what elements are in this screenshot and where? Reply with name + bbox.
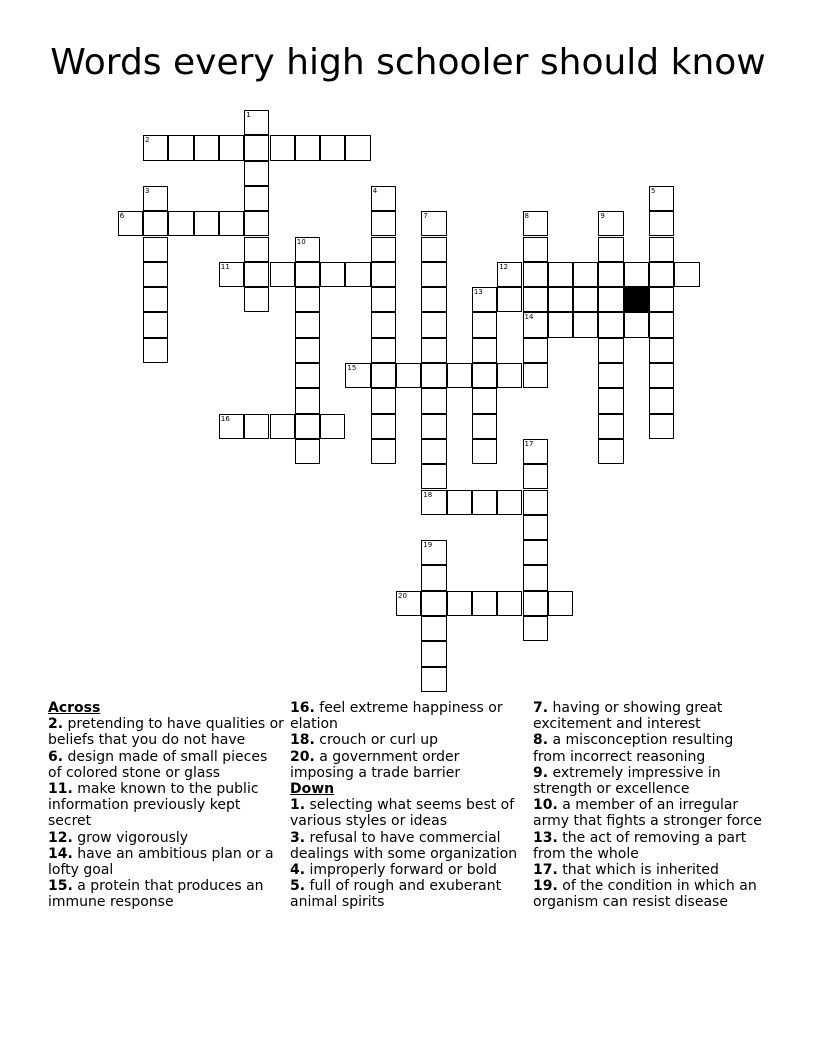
grid-cell[interactable] (118, 211, 143, 236)
grid-cell[interactable] (295, 439, 320, 464)
clue-num: 13. (533, 829, 558, 846)
grid-cell[interactable] (421, 388, 446, 413)
grid-cell[interactable] (472, 363, 497, 388)
grid-cell[interactable] (143, 287, 168, 312)
grid-cell[interactable] (649, 237, 674, 262)
grid-cell[interactable] (624, 312, 649, 337)
grid-cell[interactable] (295, 312, 320, 337)
down-clue (533, 830, 769, 862)
grid-cell[interactable] (295, 262, 320, 287)
grid-cell[interactable] (523, 287, 548, 312)
grid-cell[interactable] (143, 237, 168, 262)
grid-cell[interactable] (219, 211, 244, 236)
grid-cell[interactable] (320, 135, 345, 160)
grid-cell[interactable] (371, 186, 396, 211)
grid-cell[interactable] (497, 287, 522, 312)
grid-cell[interactable] (523, 211, 548, 236)
grid-cell[interactable] (421, 616, 446, 641)
grid-cell[interactable] (598, 363, 623, 388)
grid-cell[interactable] (649, 211, 674, 236)
grid-cell[interactable] (598, 237, 623, 262)
grid-cell[interactable] (371, 262, 396, 287)
grid-cell[interactable] (598, 338, 623, 363)
grid-cell[interactable] (421, 414, 446, 439)
grid-cell[interactable] (295, 363, 320, 388)
clue-num: 11. (48, 781, 73, 798)
grid-cell[interactable] (421, 565, 446, 590)
down-clue (290, 878, 526, 910)
grid-cell[interactable] (244, 414, 269, 439)
clue-num: 8. (533, 732, 549, 749)
grid-cell[interactable] (573, 312, 598, 337)
clue-number: 3 (145, 186, 150, 195)
grid-cell[interactable] (523, 363, 548, 388)
grid-cell[interactable] (194, 135, 219, 160)
clue-num: 7. (533, 700, 549, 716)
grid-cell[interactable] (143, 262, 168, 287)
grid-cell[interactable] (649, 186, 674, 211)
grid-cell[interactable] (649, 414, 674, 439)
grid-cell[interactable] (421, 490, 446, 515)
grid-cell[interactable] (598, 312, 623, 337)
grid-cell[interactable] (371, 211, 396, 236)
grid-cell[interactable] (649, 338, 674, 363)
grid-cell[interactable] (649, 363, 674, 388)
grid-cell[interactable] (371, 439, 396, 464)
grid-cell[interactable] (523, 490, 548, 515)
grid-cell[interactable] (598, 287, 623, 312)
down-clue (290, 797, 526, 829)
clue-number: 15 (347, 364, 357, 372)
grid-cell[interactable] (421, 287, 446, 312)
grid-cell[interactable] (345, 363, 370, 388)
clue-number: 12 (499, 262, 509, 271)
grid-cell[interactable] (421, 464, 446, 489)
grid-cell[interactable] (320, 262, 345, 287)
across-clue (48, 716, 284, 748)
grid-cell[interactable] (421, 667, 446, 692)
grid-cell[interactable] (295, 287, 320, 312)
clue-number: 8 (524, 212, 529, 221)
clue-number: 2 (145, 136, 150, 145)
grid-cell[interactable] (573, 262, 598, 287)
clue-number: 13 (473, 288, 483, 297)
grid-cell[interactable] (523, 540, 548, 565)
clue-text: that which is inherited (557, 862, 719, 879)
grid-cell[interactable] (244, 237, 269, 262)
clue-number: 10 (296, 237, 306, 246)
clue-column-1 (48, 700, 284, 911)
grid-cell[interactable] (295, 338, 320, 363)
grid-cell[interactable] (345, 135, 370, 160)
grid-cell[interactable] (421, 439, 446, 464)
grid-cell[interactable] (472, 338, 497, 363)
clue-text: full of rough and exuberant animal spirits (290, 878, 502, 911)
clue-number: 9 (600, 212, 605, 221)
clue-number: 19 (423, 541, 433, 550)
grid-cell[interactable] (396, 591, 421, 616)
clue-number: 4 (372, 186, 378, 195)
grid-cell[interactable] (649, 287, 674, 312)
clue-text: improperly forward or bold (305, 862, 497, 879)
grid-cell[interactable] (143, 186, 168, 211)
grid-cell[interactable] (219, 262, 244, 287)
grid-cell[interactable] (168, 211, 193, 236)
clue-text: make known to the public information previously kept secret (48, 781, 259, 830)
grid-cell[interactable] (270, 135, 295, 160)
grid-cell[interactable] (523, 515, 548, 540)
grid-cell[interactable] (345, 262, 370, 287)
down-clue (533, 797, 769, 829)
grid-cell[interactable] (497, 490, 522, 515)
clue-text: the act of removing a part from the whole (533, 829, 747, 862)
grid-cell[interactable] (219, 414, 244, 439)
grid-cell[interactable] (674, 262, 699, 287)
clue-num: 6. (48, 748, 64, 765)
grid-cell[interactable] (598, 262, 623, 287)
grid-cell[interactable] (143, 135, 168, 160)
clue-text: design made of small pieces of colored stone or glass (48, 748, 268, 781)
grid-cell[interactable] (295, 135, 320, 160)
clue-number: 18 (423, 490, 433, 499)
grid-cell[interactable] (244, 110, 269, 135)
grid-cell[interactable] (421, 211, 446, 236)
grid-cell[interactable] (472, 591, 497, 616)
clue-number: 16 (220, 414, 230, 423)
down-clue (290, 830, 526, 862)
grid-cell[interactable] (497, 591, 522, 616)
grid-cell[interactable] (421, 591, 446, 616)
grid-cell[interactable] (497, 363, 522, 388)
down-clue (533, 700, 769, 732)
grid-cell[interactable] (421, 363, 446, 388)
down-heading: Down (290, 781, 335, 798)
down-clue (533, 732, 769, 764)
down-clue (533, 878, 769, 910)
clue-num: 2. (48, 716, 64, 733)
clue-number: 1 (246, 111, 251, 119)
clue-num: 9. (533, 764, 549, 781)
grid-cell[interactable] (244, 135, 269, 160)
clue-num: 10. (533, 797, 558, 814)
grid-cell[interactable] (219, 135, 244, 160)
grid-cell[interactable] (472, 312, 497, 337)
grid-cell[interactable] (649, 262, 674, 287)
clue-num: 15. (48, 878, 73, 895)
grid-cell[interactable] (548, 287, 573, 312)
clue-num: 1. (290, 797, 306, 814)
clue-number: 6 (119, 212, 125, 221)
grid-cell[interactable] (371, 388, 396, 413)
clue-number: 17 (524, 439, 534, 448)
grid-cell[interactable] (371, 237, 396, 262)
grid-cell[interactable] (371, 414, 396, 439)
clue-text: feel extreme happiness or elation (290, 700, 503, 733)
grid-cell[interactable] (497, 262, 522, 287)
clue-text: pretending to have qualities or beliefs that you do not have (48, 716, 284, 749)
grid-cell[interactable] (194, 211, 219, 236)
grid-cell[interactable] (523, 237, 548, 262)
clue-text: a misconception resulting from incorrect reasoning (533, 732, 734, 765)
grid-cell[interactable] (598, 439, 623, 464)
clue-number: 14 (524, 313, 534, 322)
across-clue (48, 846, 284, 878)
grid-cell[interactable] (244, 211, 269, 236)
grid-cell[interactable] (421, 540, 446, 565)
clue-num: 12. (48, 829, 73, 846)
grid-cell[interactable] (421, 237, 446, 262)
clue-num: 17. (533, 862, 558, 879)
clue-num: 19. (533, 878, 558, 895)
grid-cell[interactable] (649, 312, 674, 337)
grid-cell[interactable] (548, 262, 573, 287)
grid-cell[interactable] (598, 414, 623, 439)
grid-cell[interactable] (523, 312, 548, 337)
across-clue (290, 732, 526, 748)
grid-cell[interactable] (523, 565, 548, 590)
grid-cell[interactable] (624, 262, 649, 287)
clue-num: 14. (48, 845, 73, 862)
grid-cell[interactable] (143, 338, 168, 363)
grid-cell[interactable] (523, 439, 548, 464)
clue-text: extremely impressive in strength or excellence (533, 764, 721, 798)
down-clue (533, 765, 769, 797)
clue-text: crouch or curl up (314, 732, 439, 749)
grid-cell[interactable] (523, 591, 548, 616)
grid-cell[interactable] (143, 312, 168, 337)
grid-cell[interactable] (421, 262, 446, 287)
grid-cell[interactable] (523, 464, 548, 489)
grid-cell[interactable] (598, 211, 623, 236)
black-cell (624, 287, 649, 312)
grid-cell[interactable] (244, 186, 269, 211)
clue-text: a protein that produces an immune response (48, 878, 264, 911)
grid-cell[interactable] (270, 262, 295, 287)
grid-cell[interactable] (598, 388, 623, 413)
grid-cell[interactable] (371, 363, 396, 388)
clue-text: refusal to have commercial dealings with some organization (290, 829, 518, 862)
clue-num: 18. (290, 732, 315, 749)
grid-cell[interactable] (523, 262, 548, 287)
grid-cell[interactable] (371, 287, 396, 312)
grid-cell[interactable] (548, 312, 573, 337)
grid-cell[interactable] (447, 363, 472, 388)
grid-cell[interactable] (447, 490, 472, 515)
clue-text: a member of an irregular army that fights a stronger force (533, 797, 762, 830)
across-clue (48, 830, 284, 846)
across-clue (48, 749, 284, 781)
grid-cell[interactable] (320, 414, 345, 439)
clue-number: 11 (220, 262, 230, 271)
clue-number: 7 (423, 212, 428, 221)
grid-cell[interactable] (472, 490, 497, 515)
clue-num: 16. (290, 700, 315, 716)
grid-cell[interactable] (523, 616, 548, 641)
grid-cell[interactable] (295, 414, 320, 439)
grid-cell[interactable] (295, 388, 320, 413)
across-heading: Across (48, 700, 101, 716)
grid-cell[interactable] (421, 312, 446, 337)
grid-cell[interactable] (371, 338, 396, 363)
grid-cell[interactable] (649, 388, 674, 413)
clue-column-2 (290, 700, 526, 911)
grid-cell[interactable] (295, 237, 320, 262)
across-clue (48, 781, 284, 830)
clue-text: grow vigorously (72, 829, 189, 846)
across-clue (290, 749, 526, 781)
clue-number: 5 (651, 186, 656, 195)
grid-cell[interactable] (472, 414, 497, 439)
clue-column-3 (533, 700, 769, 911)
grid-cell[interactable] (143, 211, 168, 236)
grid-cell[interactable] (244, 262, 269, 287)
grid-cell[interactable] (168, 135, 193, 160)
clue-text: selecting what seems best of various styles or ideas (290, 797, 515, 830)
clue-number: 20 (398, 591, 407, 600)
grid-cell[interactable] (244, 161, 269, 186)
grid-cell[interactable] (421, 641, 446, 666)
clue-text: have an ambitious plan or a lofty goal (48, 845, 274, 879)
grid-cell[interactable] (523, 338, 548, 363)
clue-num: 4. (290, 862, 306, 879)
clue-num: 20. (290, 748, 315, 765)
clue-text: having or showing great excitement and interest (533, 700, 723, 733)
clue-num: 5. (290, 878, 306, 895)
clue-text: a government order imposing a trade barrier (290, 748, 461, 781)
across-clue (48, 878, 284, 910)
grid-cell[interactable] (472, 388, 497, 413)
clue-text: of the condition in which an organism can resist disease (533, 878, 757, 911)
grid-cell[interactable] (573, 287, 598, 312)
grid-cell[interactable] (244, 287, 269, 312)
grid-cell[interactable] (270, 414, 295, 439)
grid-cell[interactable] (396, 363, 421, 388)
grid-cell[interactable] (548, 591, 573, 616)
grid-cell[interactable] (472, 439, 497, 464)
puzzle-title: Words every high schooler should know (50, 42, 766, 83)
clue-num: 3. (290, 829, 306, 846)
down-clue (290, 862, 526, 878)
grid-cell[interactable] (472, 287, 497, 312)
across-clue (290, 700, 526, 732)
grid-cell[interactable] (447, 591, 472, 616)
grid-cell[interactable] (371, 312, 396, 337)
grid-cell[interactable] (421, 338, 446, 363)
down-clue (533, 862, 769, 878)
